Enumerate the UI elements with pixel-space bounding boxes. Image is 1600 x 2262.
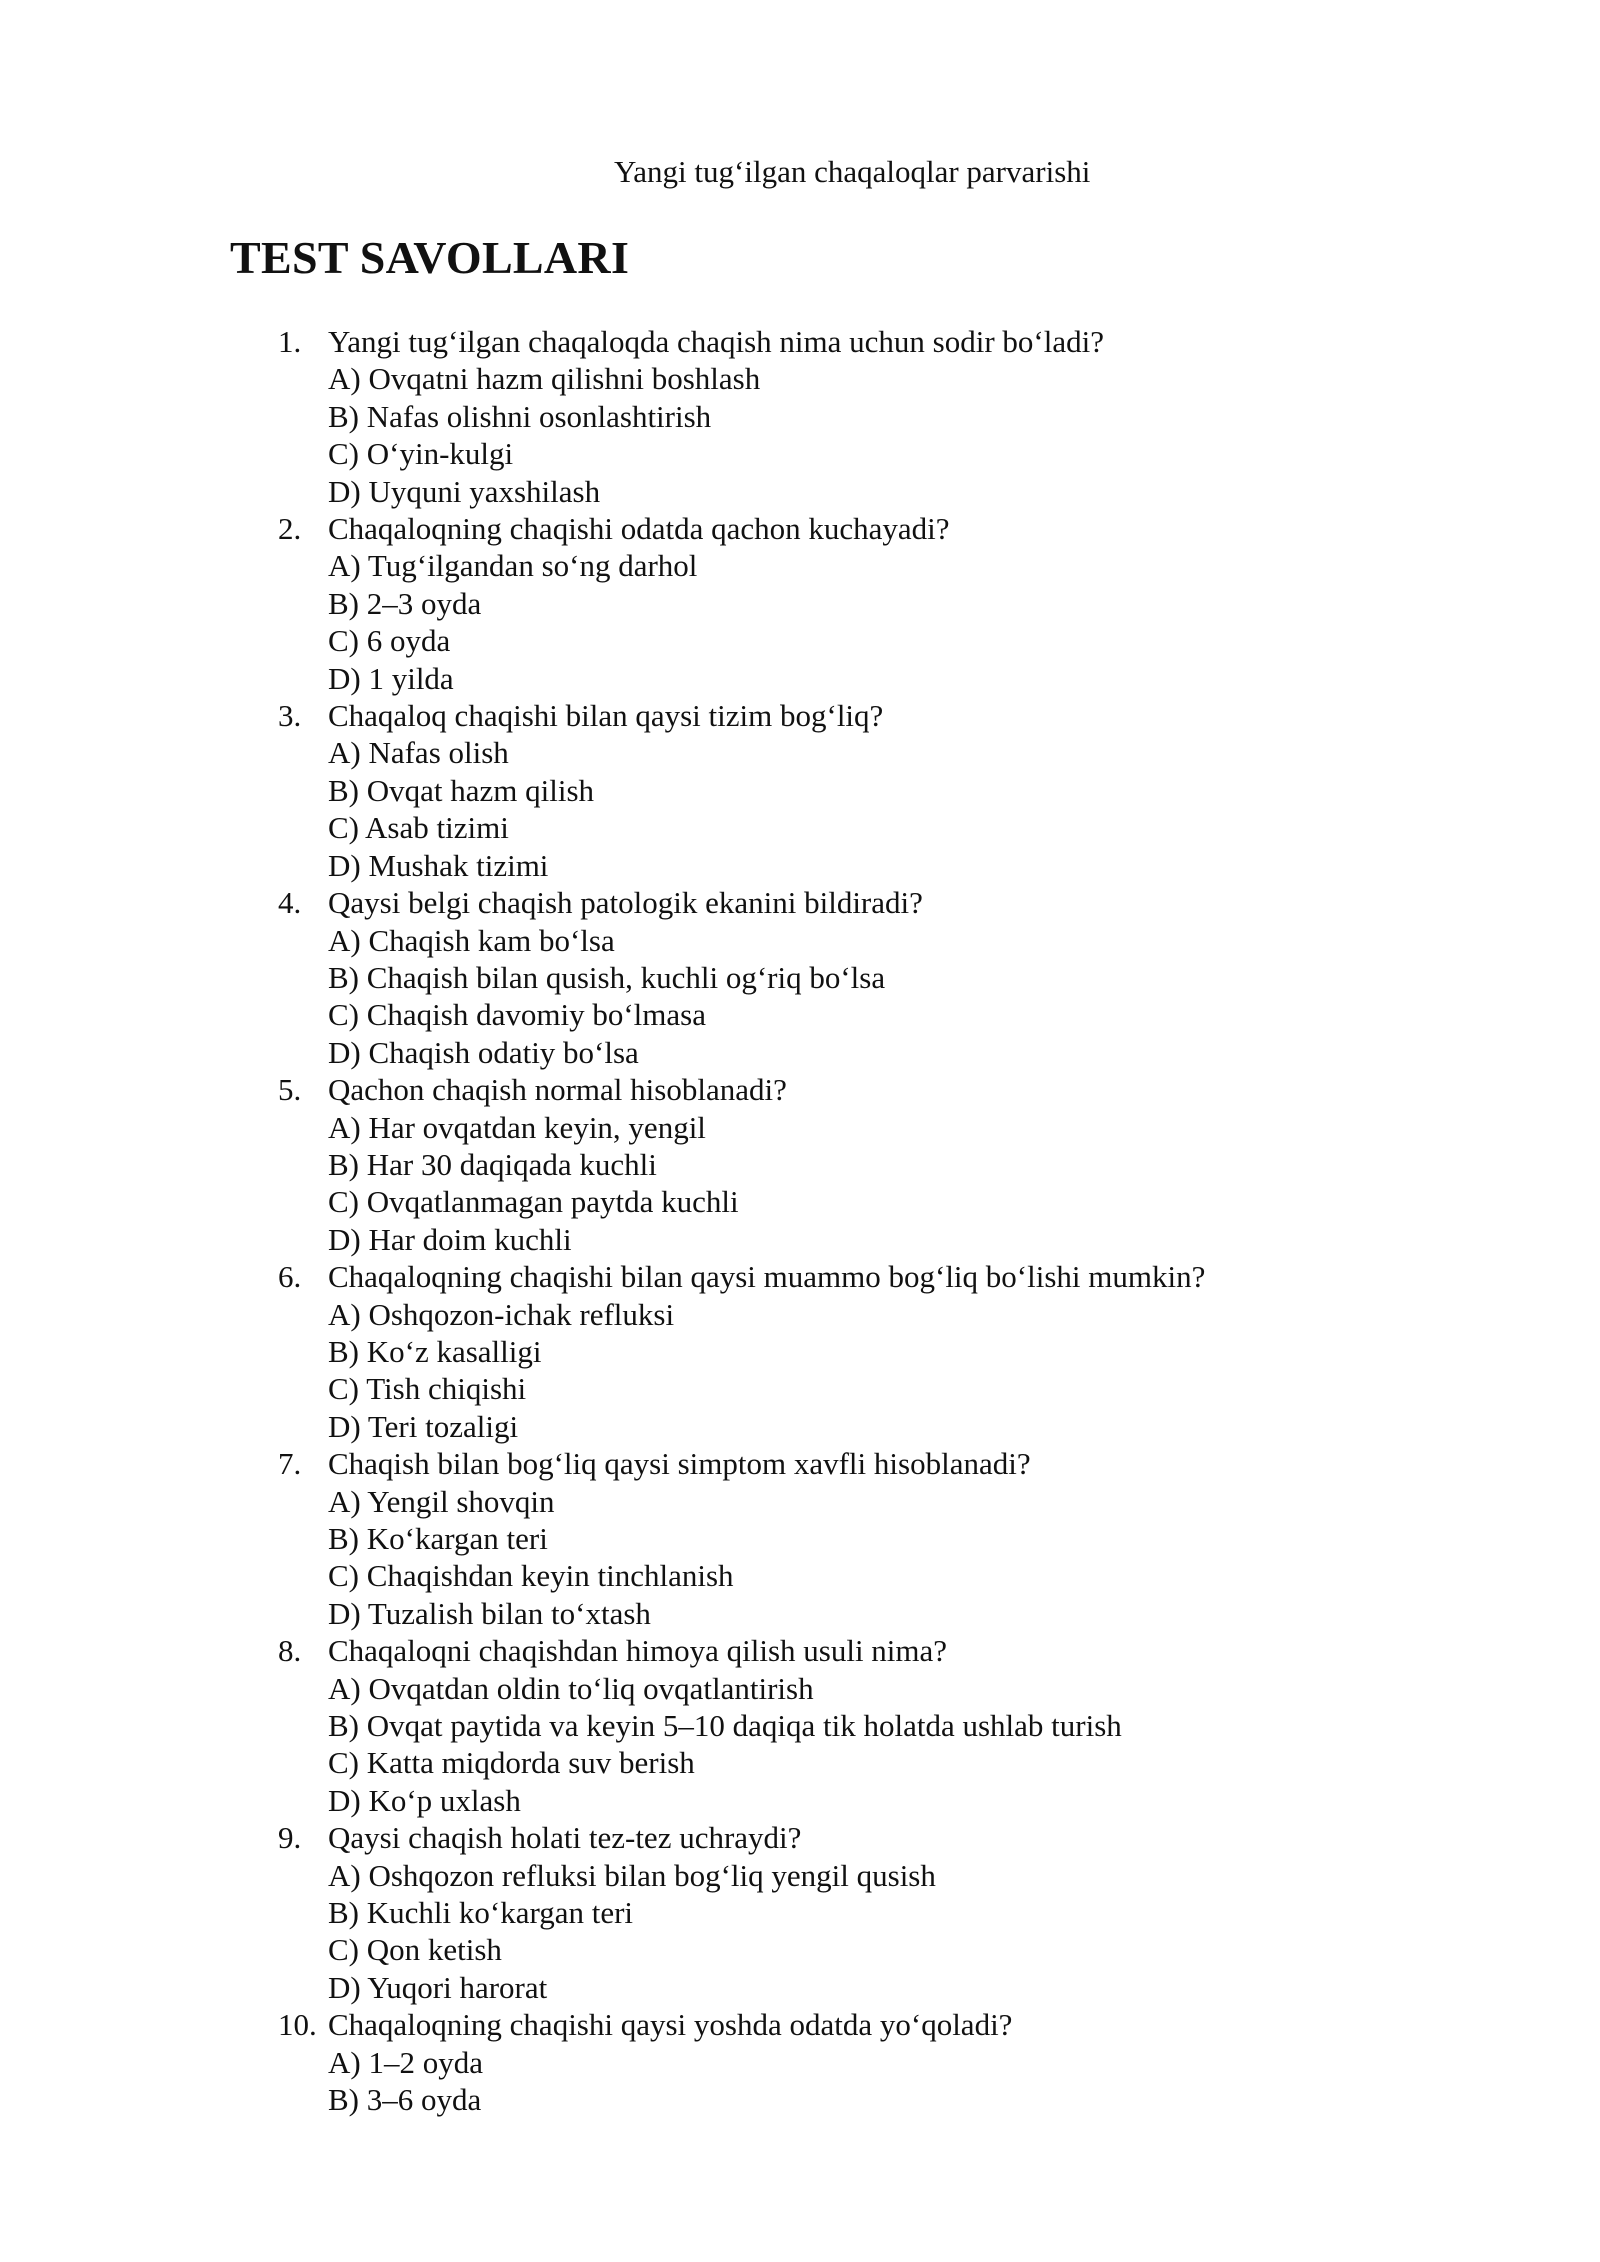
question-item (230, 1819, 1480, 2006)
question-text: Chaqish bilan bog‘liq qaysi simptom xavfli hisoblanadi? (328, 1446, 1031, 1482)
answer-option: B) Ovqat hazm qilish (328, 772, 595, 808)
answer-option: A) Yengil shovqin (328, 1483, 555, 1519)
question-text: Qaysi belgi chaqish patologik ekanini bildiradi? (328, 885, 923, 921)
question-line (230, 1071, 1480, 1108)
answer-option: B) Nafas olishni osonlashtirish (328, 398, 712, 434)
question-text: Chaqaloqning chaqishi odatda qachon kuchayadi? (328, 511, 950, 547)
question-text: Chaqaloq chaqishi bilan qaysi tizim bog‘liq? (328, 698, 884, 734)
question-line (230, 1819, 1480, 1856)
answer-options (230, 1483, 1480, 1633)
answer-option: B) 2–3 oyda (328, 585, 482, 621)
question-number: 10. (278, 2007, 317, 2043)
answer-option: C) Katta miqdorda suv berish (328, 1745, 695, 1781)
answer-option: C) Chaqishdan keyin tinchlanish (328, 1558, 734, 1594)
answer-option: B) Ko‘z kasalligi (328, 1333, 542, 1369)
question-number: 5. (278, 1072, 302, 1108)
question-number: 8. (278, 1633, 302, 1669)
answer-option: C) Chaqish davomiy bo‘lmasa (328, 997, 706, 1033)
question-number-cell (230, 1819, 328, 1856)
question-text: Qachon chaqish normal hisoblanadi? (328, 1072, 787, 1108)
answer-options (230, 1857, 1480, 2007)
question-line (230, 2006, 1480, 2043)
answer-option: D) Uyquni yaxshilash (328, 473, 601, 509)
question-number: 3. (278, 698, 302, 734)
document-subtitle: Yangi tug‘ilgan chaqaloqlar parvarishi (614, 154, 1091, 189)
question-item (230, 884, 1480, 1071)
answer-options (230, 1296, 1480, 1446)
answer-options (230, 360, 1480, 510)
question-line (230, 884, 1480, 921)
answer-options (230, 2044, 1480, 2119)
document-title: TEST SAVOLLARI (230, 232, 630, 283)
question-line (230, 1258, 1480, 1295)
answer-option: B) Chaqish bilan qusish, kuchli og‘riq bo‘lsa (328, 959, 886, 995)
question-number-cell (230, 1071, 328, 1108)
question-number-cell (230, 697, 328, 734)
question-number-cell (230, 1258, 328, 1295)
question-line (230, 1632, 1480, 1669)
answer-option: C) Ovqatlanmagan paytda kuchli (328, 1184, 739, 1220)
answer-option: A) Chaqish kam bo‘lsa (328, 922, 615, 958)
answer-options (230, 547, 1480, 697)
answer-option: D) Har doim kuchli (328, 1221, 572, 1257)
question-list (230, 323, 1480, 2119)
question-line (230, 510, 1480, 547)
answer-option: B) Har 30 daqiqada kuchli (328, 1146, 657, 1182)
answer-option: C) Asab tizimi (328, 810, 509, 846)
question-number-cell (230, 1632, 328, 1669)
answer-option: D) Ko‘p uxlash (328, 1782, 521, 1818)
question-number: 2. (278, 511, 302, 547)
question-item (230, 1071, 1480, 1258)
question-number: 6. (278, 1259, 302, 1295)
question-number-cell (230, 510, 328, 547)
answer-option: D) Tuzalish bilan to‘xtash (328, 1595, 651, 1631)
question-text: Chaqaloqning chaqishi qaysi yoshda odatda yo‘qoladi? (328, 2007, 1013, 2043)
answer-option: D) Chaqish odatiy bo‘lsa (328, 1034, 639, 1070)
answer-options (230, 1109, 1480, 1259)
answer-option: A) Nafas olish (328, 735, 509, 771)
answer-option: A) Oshqozon-ichak refluksi (328, 1296, 675, 1332)
question-item (230, 2006, 1480, 2118)
answer-option: C) 6 oyda (328, 623, 451, 659)
answer-option: A) 1–2 oyda (328, 2044, 483, 2080)
question-item (230, 510, 1480, 697)
question-item (230, 697, 1480, 884)
answer-option: B) Kuchli ko‘kargan teri (328, 1895, 634, 1931)
question-number-cell (230, 1445, 328, 1482)
answer-options (230, 1670, 1480, 1820)
question-text: Chaqaloqni chaqishdan himoya qilish usuli nima? (328, 1633, 948, 1669)
answer-option: C) Qon ketish (328, 1932, 502, 1968)
answer-option: C) Tish chiqishi (328, 1371, 527, 1407)
question-number: 1. (278, 324, 302, 359)
question-number-cell (230, 2006, 328, 2043)
question-item (230, 1445, 1480, 1632)
question-number-cell (230, 323, 328, 360)
question-number-cell (230, 884, 328, 921)
question-number: 4. (278, 885, 302, 921)
question-item (230, 1258, 1480, 1445)
answer-options (230, 922, 1480, 1072)
answer-option: D) Teri tozaligi (328, 1408, 519, 1444)
answer-option: D) Mushak tizimi (328, 847, 549, 883)
question-line (230, 323, 1480, 360)
answer-option: C) O‘yin-kulgi (328, 436, 514, 472)
question-text: Chaqaloqning chaqishi bilan qaysi muammo bog‘liq bo‘lishi mumkin? (328, 1259, 1206, 1295)
answer-option: A) Tug‘ilgandan so‘ng darhol (328, 548, 698, 584)
question-line (230, 697, 1480, 734)
question-item (230, 323, 1480, 510)
answer-option: A) Ovqatdan oldin to‘liq ovqatlantirish (328, 1670, 814, 1706)
question-item (230, 1632, 1480, 1819)
question-line (230, 1445, 1480, 1482)
answer-option: A) Oshqozon refluksi bilan bog‘liq yengil qusish (328, 1857, 936, 1893)
answer-option: B) Ovqat paytida va keyin 5–10 daqiqa tik holatda ushlab turish (328, 1708, 1122, 1744)
answer-option: D) 1 yilda (328, 660, 454, 696)
question-number: 9. (278, 1820, 302, 1856)
answer-option: A) Har ovqatdan keyin, yengil (328, 1109, 706, 1145)
question-number: 7. (278, 1446, 302, 1482)
answer-option: B) Ko‘kargan teri (328, 1521, 548, 1556)
answer-option: B) 3–6 oyda (328, 2082, 482, 2118)
answer-options (230, 734, 1480, 884)
answer-option: A) Ovqatni hazm qilishni boshlash (328, 361, 761, 397)
question-text: Qaysi chaqish holati tez-tez uchraydi? (328, 1820, 802, 1856)
question-text: Yangi tug‘ilgan chaqaloqda chaqish nima uchun sodir bo‘ladi? (328, 324, 1104, 359)
answer-option: D) Yuqori harorat (328, 1969, 548, 2005)
